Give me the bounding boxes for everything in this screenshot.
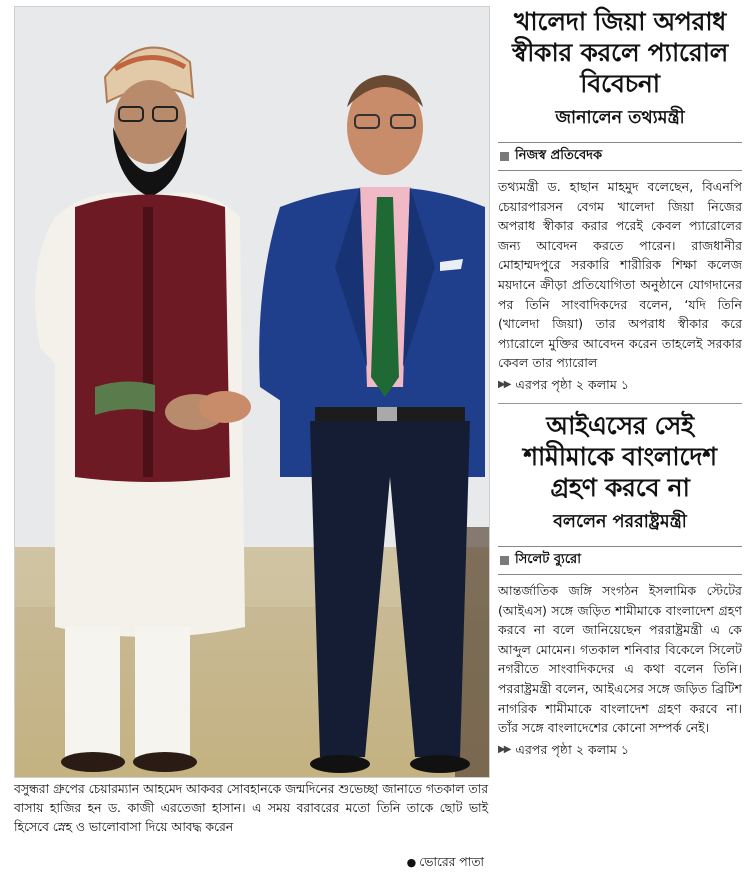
article-headline: খালেদা জিয়া অপরাধ স্বীকার করলে প্যারোল বিবেচনা — [511, 7, 729, 98]
article-body: আন্তর্জাতিক জঙ্গি সংগঠন ইসলামিক স্টেটের (আইএস) সঙ্গে জড়িত শামীমাকে বাংলাদেশ গ্রহণ করবে না বলে জানিয়েছেন পররাষ্ট্রমন্ত্রী এ কে আব্দুল মোমেন। গতকাল শনিবার বিকেলে সিলেট নগরীতে সাংবাদিকদের এ কথা বলেন তিনি। পররাষ্ট্রমন্ত্রী বলেন, আইএসের সঙ্গে জড়িত ব্রিটিশ নাগরিক শামীমাকে বাংলাদেশ গ্রহণ করবে না। তাঁর সঙ্গে বাংলাদেশের কোনো সম্পর্ক নেই। — [498, 582, 742, 736]
news-photo — [14, 6, 490, 778]
photo-credit — [407, 853, 484, 872]
article-parole — [498, 6, 742, 395]
double-arrow-icon: ▶▶ — [498, 378, 510, 390]
reporter-name: নিজস্ব প্রতিবেদক — [515, 148, 603, 163]
continued-text: এরপর পৃষ্ঠা ২ কলাম ১ — [515, 741, 629, 757]
article-subhead: বললেন পররাষ্ট্রমন্ত্রী — [553, 511, 687, 532]
article-subhead: জানালেন তথ্যমন্ত্রী — [555, 108, 685, 128]
reporter-line — [498, 546, 742, 575]
article-headline: আইএসের সেই শামীমাকে বাংলাদেশ গ্রহণ করবে না — [523, 410, 717, 502]
article-shamima — [498, 410, 742, 760]
news-column — [498, 6, 742, 881]
reporter-name: সিলেট ব্যুরো — [515, 551, 581, 567]
reporter-line — [498, 142, 742, 171]
double-arrow-icon: ▶▶ — [498, 743, 510, 755]
photo-credit-label: ভোরের পাতা — [419, 855, 484, 869]
article-divider — [498, 403, 742, 404]
continued-link[interactable] — [498, 740, 742, 760]
square-bullet-icon — [500, 152, 509, 161]
article-body: তথ্যমন্ত্রী ড. হাছান মাহমুদ বলেছেন, বিএনপি চেয়ারপারসন বেগম খালেদা জিয়া নিজের অপরাধ স্বীকার করার পরেই কেবল প্যারোলের জন্য আবেদন করতে পারেন। রাজধানীর মোহাম্মদপুরে সরকারি শারীরিক শিক্ষা কলেজ ময়দানে ক্রীড়া প্রতিযোগিতা অনুষ্ঠানে যোগদানের পর তিনি সাংবাদিকদের বলেন, ‘যদি তিনি (খালেদা জিয়া) তার অপরাধ স্বীকার করে প্যারোলে মুক্তির আবেদন করেন তাহলেই সরকার কেবল তার প্যারোল — [498, 179, 742, 371]
bullet-icon: ● — [406, 856, 417, 869]
photo-caption — [14, 780, 488, 880]
continued-link[interactable] — [498, 375, 742, 395]
continued-text: এরপর পৃষ্ঠা ২ কলাম ১ — [515, 376, 629, 392]
caption-text: বসুন্ধরা গ্রুপের চেয়ারম্যান আহমেদ আকবর সোবহানকে জন্মদিনের শুভেচ্ছা জানাতে গতকাল তার বাসায় হাজির হন ড. কাজী এরতেজা হাসান। এ সময় বরাবরের মতো তিনি তাকে ছোট ভাই হিসেবে স্নেহ ও ভালোবাসা দিয়ে আবদ্ধ করেন — [14, 782, 488, 834]
square-bullet-icon — [500, 556, 509, 565]
photo-illustration — [15, 7, 489, 777]
